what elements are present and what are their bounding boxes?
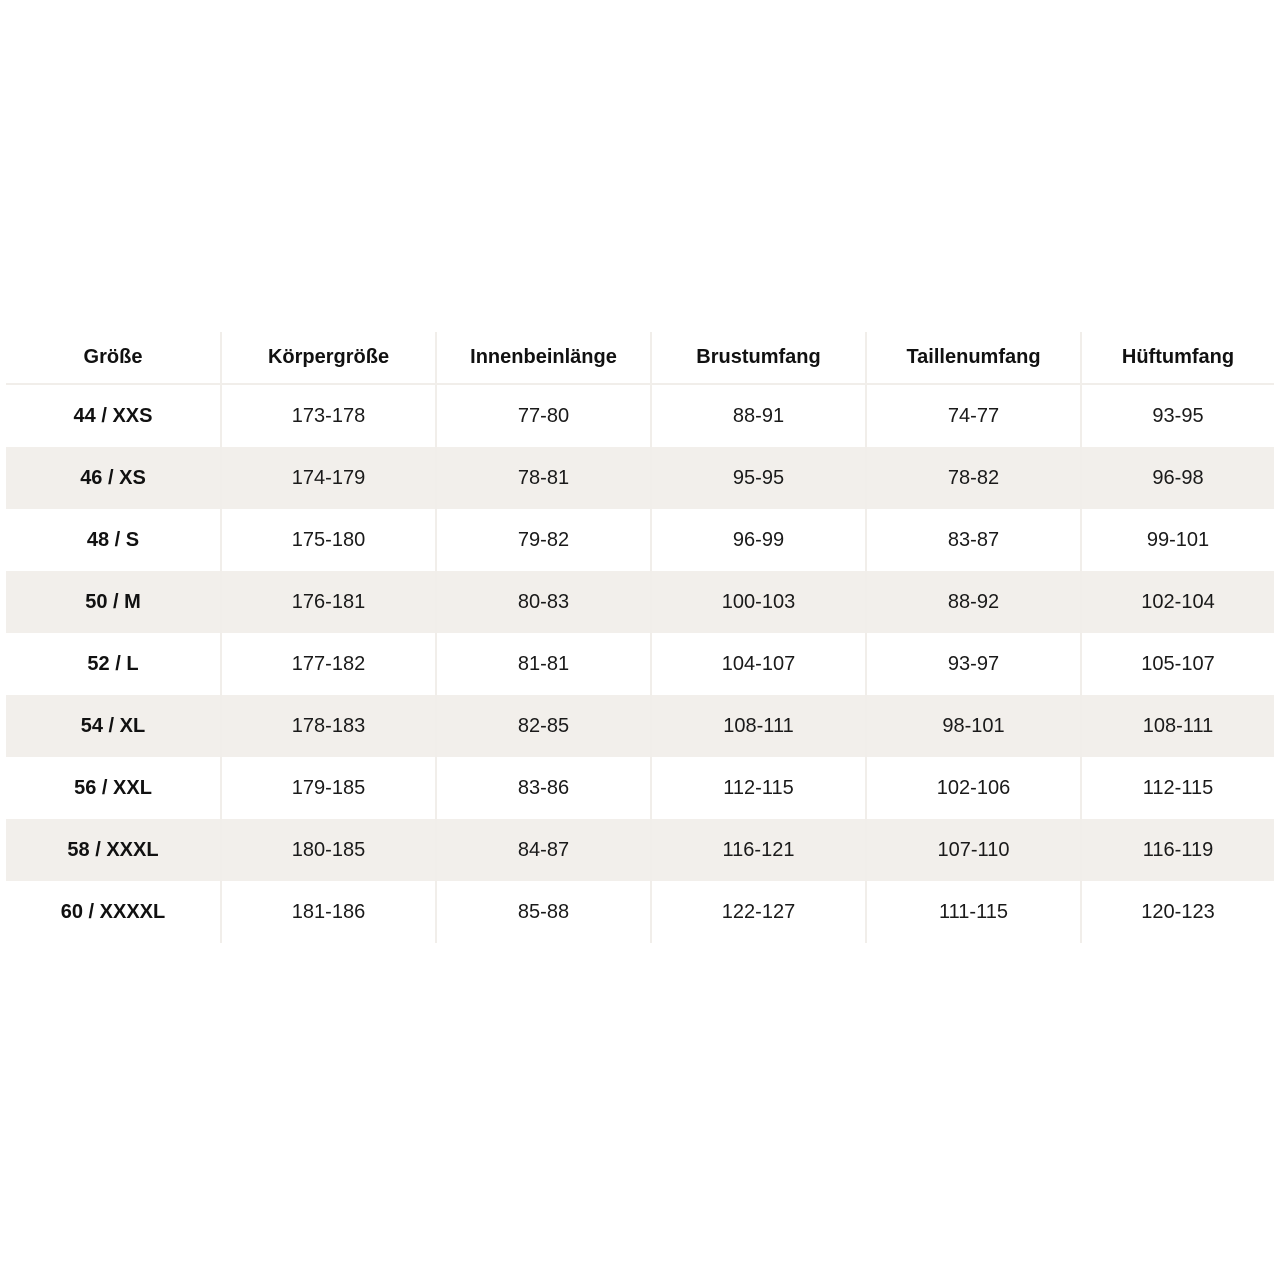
- cell-chest: 116-121: [651, 819, 866, 881]
- cell-body-height: 177-182: [221, 633, 436, 695]
- cell-inseam: 78-81: [436, 447, 651, 509]
- cell-chest: 88-91: [651, 384, 866, 447]
- cell-size: 50 / M: [6, 571, 221, 633]
- cell-size: 48 / S: [6, 509, 221, 571]
- table-row: [6, 881, 1274, 943]
- cell-hip: 108-111: [1081, 695, 1274, 757]
- cell-body-height: 178-183: [221, 695, 436, 757]
- cell-size: 52 / L: [6, 633, 221, 695]
- header-hip: Hüftumfang: [1081, 332, 1274, 384]
- cell-body-height: 176-181: [221, 571, 436, 633]
- cell-chest: 96-99: [651, 509, 866, 571]
- cell-chest: 95-95: [651, 447, 866, 509]
- cell-waist: 93-97: [866, 633, 1081, 695]
- cell-hip: 99-101: [1081, 509, 1274, 571]
- cell-hip: 96-98: [1081, 447, 1274, 509]
- cell-inseam: 83-86: [436, 757, 651, 819]
- cell-waist: 83-87: [866, 509, 1081, 571]
- cell-chest: 100-103: [651, 571, 866, 633]
- header-waist: Taillenumfang: [866, 332, 1081, 384]
- cell-chest: 112-115: [651, 757, 866, 819]
- cell-body-height: 174-179: [221, 447, 436, 509]
- size-chart-table: [6, 332, 1274, 943]
- table-header: [6, 332, 1274, 384]
- cell-body-height: 180-185: [221, 819, 436, 881]
- cell-waist: 78-82: [866, 447, 1081, 509]
- table-row: [6, 819, 1274, 881]
- cell-hip: 93-95: [1081, 384, 1274, 447]
- cell-inseam: 84-87: [436, 819, 651, 881]
- cell-hip: 116-119: [1081, 819, 1274, 881]
- cell-body-height: 179-185: [221, 757, 436, 819]
- header-inseam: Innenbeinlänge: [436, 332, 651, 384]
- table-body: [6, 384, 1274, 943]
- cell-inseam: 79-82: [436, 509, 651, 571]
- cell-waist: 98-101: [866, 695, 1081, 757]
- cell-inseam: 81-81: [436, 633, 651, 695]
- cell-size: 60 / XXXXL: [6, 881, 221, 943]
- cell-size: 44 / XXS: [6, 384, 221, 447]
- cell-waist: 102-106: [866, 757, 1081, 819]
- cell-size: 54 / XL: [6, 695, 221, 757]
- table-row: [6, 695, 1274, 757]
- cell-waist: 88-92: [866, 571, 1081, 633]
- table-row: [6, 509, 1274, 571]
- cell-waist: 74-77: [866, 384, 1081, 447]
- table-row: [6, 571, 1274, 633]
- header-row: [6, 332, 1274, 384]
- cell-body-height: 173-178: [221, 384, 436, 447]
- table-row: [6, 447, 1274, 509]
- header-body-height: Körpergröße: [221, 332, 436, 384]
- header-chest: Brustumfang: [651, 332, 866, 384]
- cell-size: 46 / XS: [6, 447, 221, 509]
- cell-size: 58 / XXXL: [6, 819, 221, 881]
- cell-size: 56 / XXL: [6, 757, 221, 819]
- table-row: [6, 633, 1274, 695]
- cell-hip: 105-107: [1081, 633, 1274, 695]
- cell-inseam: 77-80: [436, 384, 651, 447]
- cell-hip: 102-104: [1081, 571, 1274, 633]
- cell-hip: 120-123: [1081, 881, 1274, 943]
- cell-chest: 104-107: [651, 633, 866, 695]
- cell-chest: 108-111: [651, 695, 866, 757]
- cell-inseam: 85-88: [436, 881, 651, 943]
- cell-inseam: 80-83: [436, 571, 651, 633]
- table-row: [6, 384, 1274, 447]
- cell-chest: 122-127: [651, 881, 866, 943]
- header-size: Größe: [6, 332, 221, 384]
- cell-body-height: 181-186: [221, 881, 436, 943]
- cell-waist: 107-110: [866, 819, 1081, 881]
- cell-waist: 111-115: [866, 881, 1081, 943]
- cell-hip: 112-115: [1081, 757, 1274, 819]
- cell-inseam: 82-85: [436, 695, 651, 757]
- table-row: [6, 757, 1274, 819]
- cell-body-height: 175-180: [221, 509, 436, 571]
